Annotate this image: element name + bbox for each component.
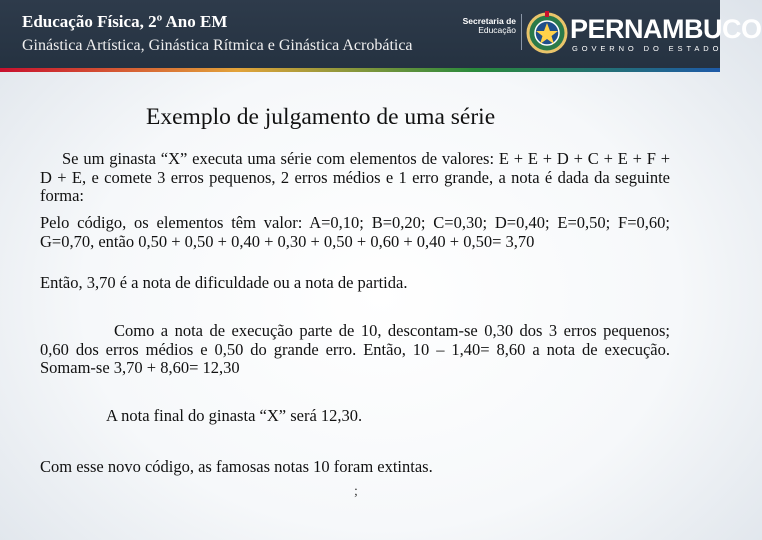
color-band — [0, 68, 720, 72]
paragraph-difficulty: Então, 3,70 é a nota de dificuldade ou a nota de partida. — [40, 273, 408, 292]
paragraph-final-score: A nota final do ginasta “X” será 12,30. — [106, 406, 363, 425]
slide-title: Exemplo de julgamento de uma série — [146, 104, 496, 130]
secretaria-label — [456, 17, 516, 35]
trailing-mark: ; — [354, 484, 358, 499]
educacao-line: Educação — [478, 25, 516, 35]
paragraph-code-values: Pelo código, os elementos têm valor: A=0,10; B=0,20; C=0,30; D=0,40; E=0,50; F=0,60; G=0,70, então 0,50 + 0,50 + 0,40 + 0,30 + 0,50 + 0,60 + 0,40 + 0,50= 3,70 — [40, 213, 670, 251]
paragraph-conclusion: Com esse novo código, as famosas notas 10 foram extintas. — [40, 457, 433, 476]
secretaria-line: Secretaria de — [462, 16, 516, 26]
governo-label: GOVERNO DO ESTADO — [572, 44, 723, 53]
state-crest-icon — [525, 9, 569, 57]
header-bar — [0, 0, 762, 68]
course-title: Educação Física, 2º Ano EM — [22, 12, 228, 31]
paragraph-series: Se um ginasta “X” executa uma série com elementos de valores: E + E + D + C + E + F + D + E, e comete 3 erros pequenos, 2 erros médios e 1 erro grande, a nota é dada da seguinte forma: — [40, 149, 670, 205]
pernambuco-logo: PERNAMBUCO — [570, 14, 762, 44]
header-divider — [521, 14, 522, 50]
course-subtitle: Ginástica Artística, Ginástica Rítmica e Ginástica Acrobática — [22, 37, 413, 54]
paragraph-execution: Como a nota de execução parte de 10, descontam-se 0,30 dos 3 erros pequenos; 0,60 dos erros médios e 0,50 do grande erro. Então, 10 – 1,40= 8,60 a nota de execução. Somam-se 3,70 + 8,60= 12,30 — [40, 321, 670, 377]
